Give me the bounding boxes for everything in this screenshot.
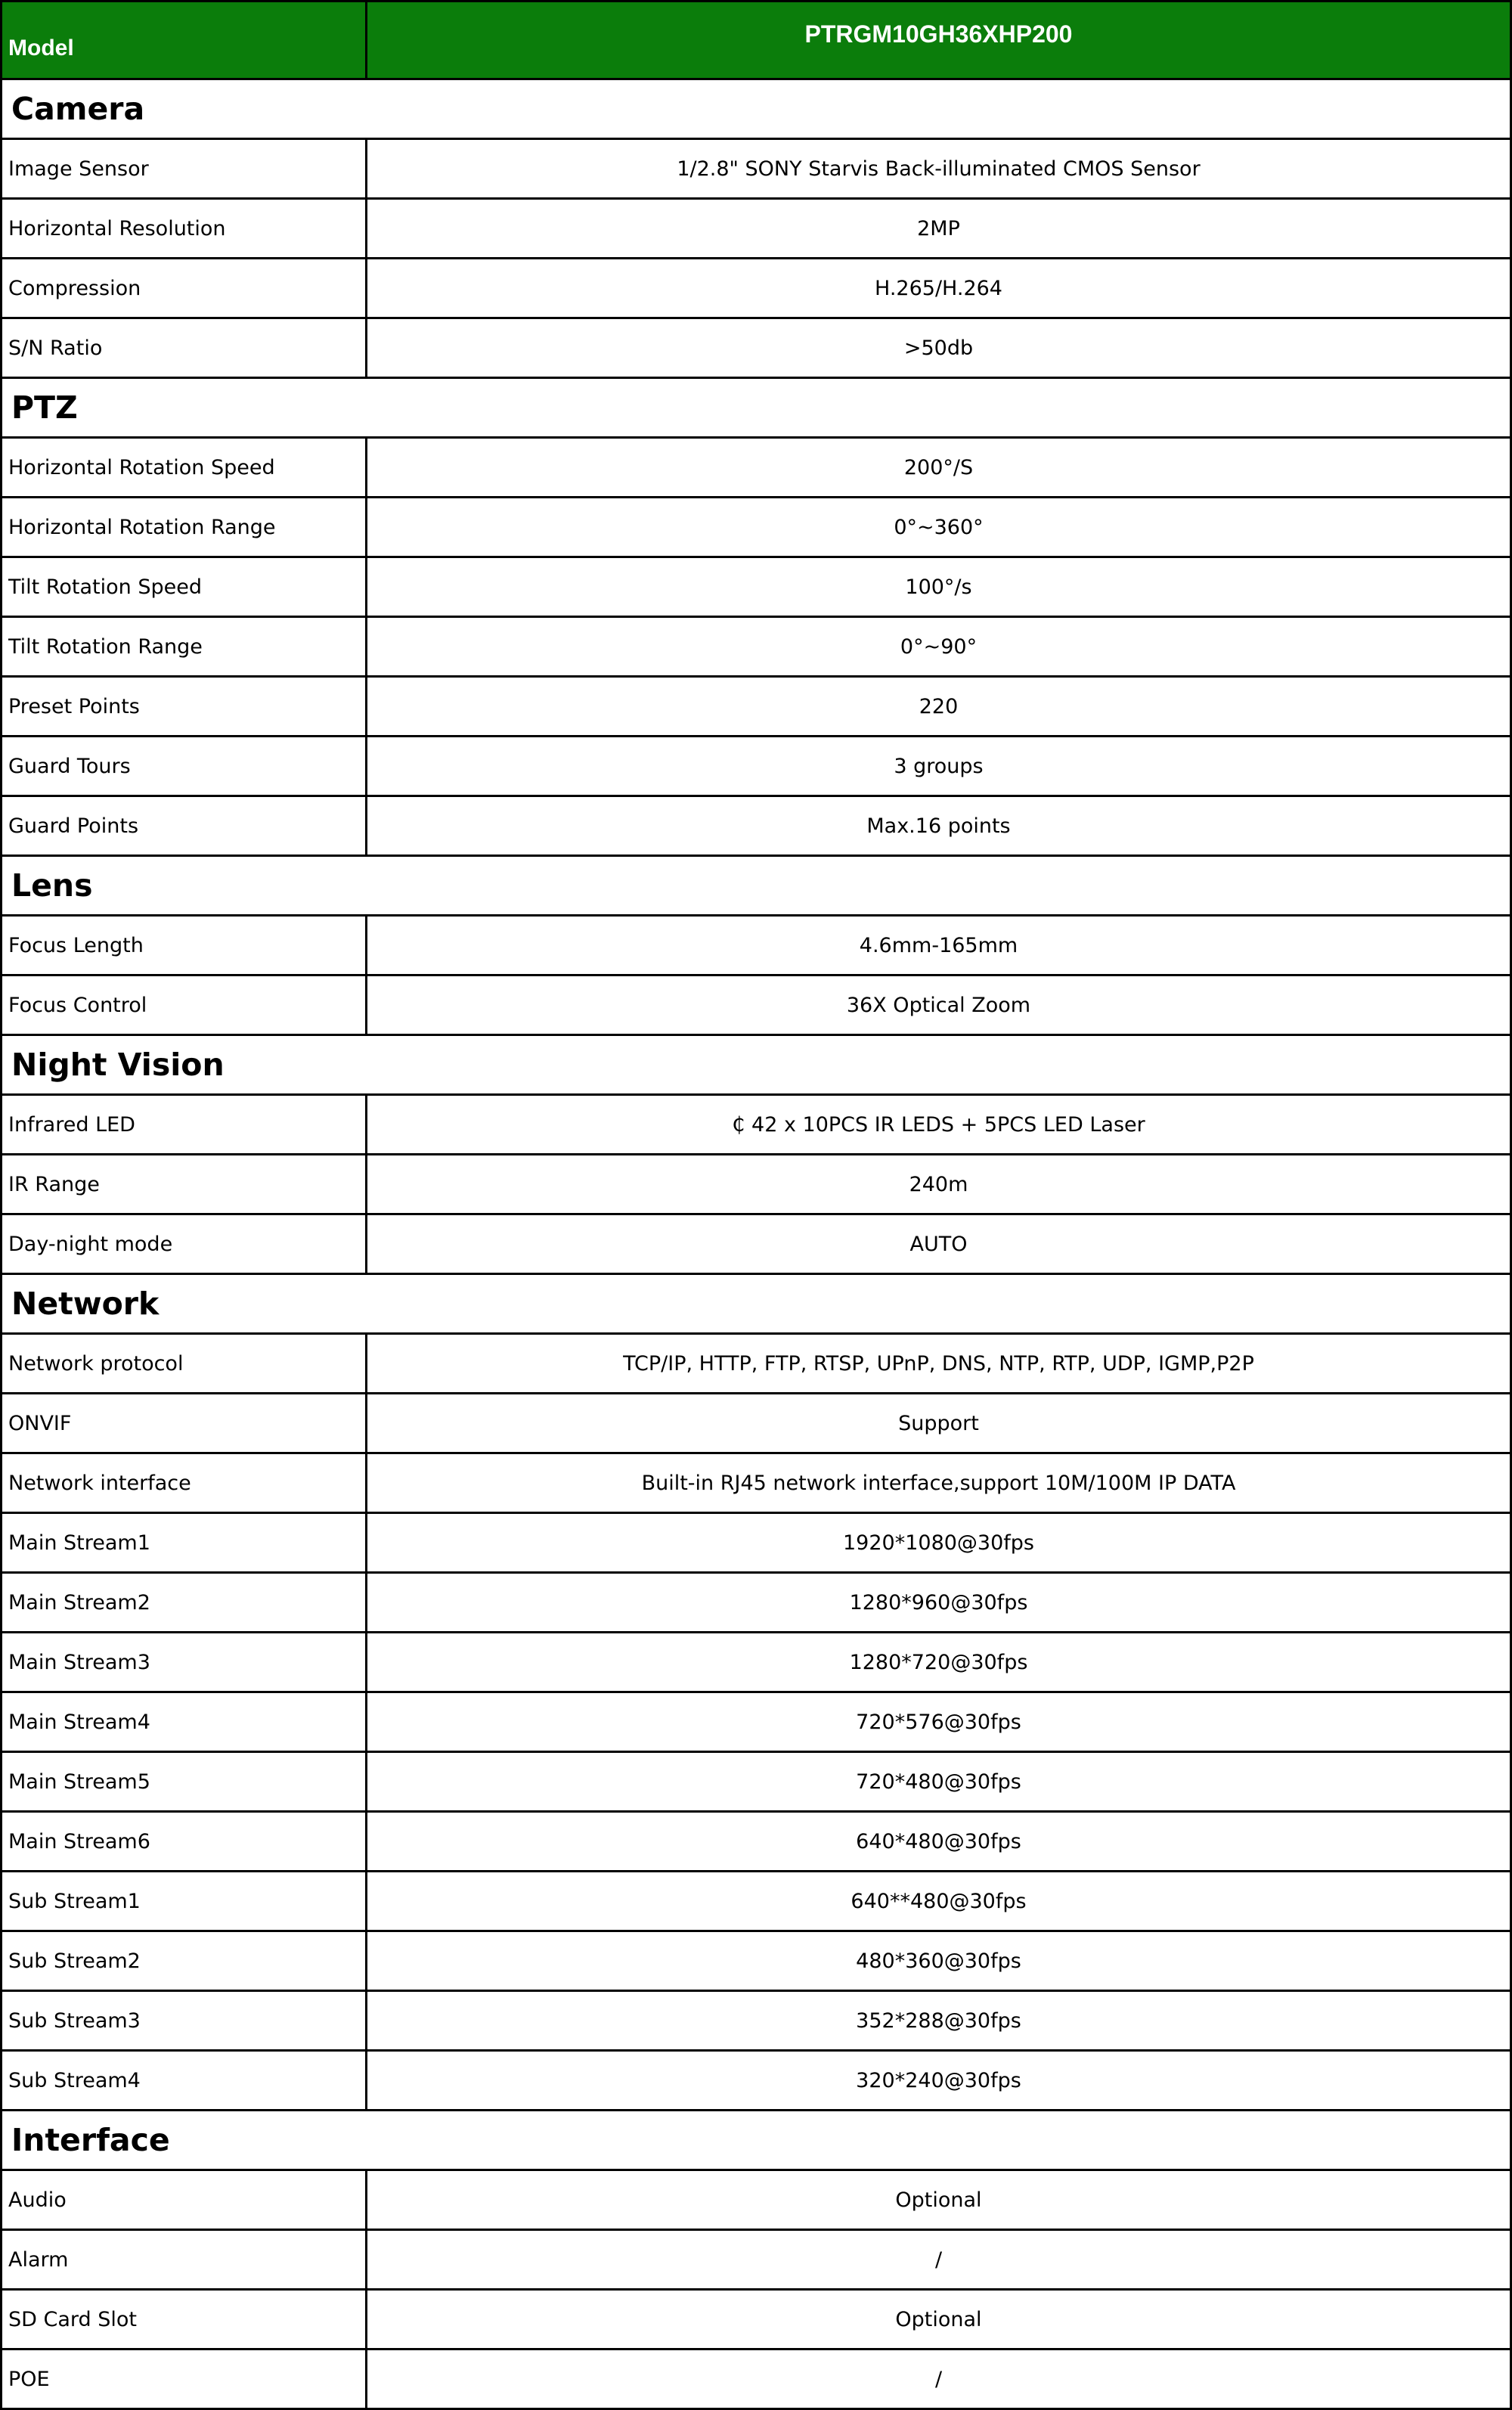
spec-value: 352*288@30fps bbox=[367, 1991, 1511, 2051]
spec-value: 720*576@30fps bbox=[367, 1692, 1511, 1752]
table-row bbox=[2, 975, 1511, 1035]
spec-value: >50db bbox=[367, 318, 1511, 378]
table-row bbox=[2, 1633, 1511, 1692]
table-row bbox=[2, 916, 1511, 975]
section-row bbox=[2, 1274, 1511, 1334]
table-row bbox=[2, 1453, 1511, 1513]
spec-label: Sub Stream2 bbox=[2, 1931, 367, 1991]
section-row bbox=[2, 79, 1511, 139]
table-row bbox=[2, 1513, 1511, 1573]
spec-label: Preset Points bbox=[2, 677, 367, 737]
spec-value: 4.6mm-165mm bbox=[367, 916, 1511, 975]
spec-label: Horizontal Rotation Speed bbox=[2, 438, 367, 498]
spec-value: 200°/S bbox=[367, 438, 1511, 498]
spec-table-body bbox=[2, 2, 1511, 2409]
section-title: Night Vision bbox=[2, 1035, 1511, 1095]
spec-value: Support bbox=[367, 1394, 1511, 1453]
spec-label: Sub Stream1 bbox=[2, 1872, 367, 1931]
table-row bbox=[2, 1155, 1511, 1214]
table-row bbox=[2, 199, 1511, 259]
table-row bbox=[2, 1991, 1511, 2051]
table-row bbox=[2, 557, 1511, 617]
spec-value: 220 bbox=[367, 677, 1511, 737]
spec-label: Horizontal Rotation Range bbox=[2, 498, 367, 557]
spec-value: 1280*720@30fps bbox=[367, 1633, 1511, 1692]
spec-value: 720*480@30fps bbox=[367, 1752, 1511, 1812]
section-title: Interface bbox=[2, 2111, 1511, 2170]
spec-label: Network protocol bbox=[2, 1334, 367, 1394]
spec-value: TCP/IP, HTTP, FTP, RTSP, UPnP, DNS, NTP, RTP, UDP, IGMP,P2P bbox=[367, 1334, 1511, 1394]
table-row bbox=[2, 1692, 1511, 1752]
spec-label: IR Range bbox=[2, 1155, 367, 1214]
table-row bbox=[2, 1334, 1511, 1394]
spec-label: Sub Stream3 bbox=[2, 1991, 367, 2051]
spec-value: 480*360@30fps bbox=[367, 1931, 1511, 1991]
spec-value: / bbox=[367, 2230, 1511, 2290]
table-row bbox=[2, 498, 1511, 557]
spec-value: 100°/s bbox=[367, 557, 1511, 617]
spec-label: ONVIF bbox=[2, 1394, 367, 1453]
table-row bbox=[2, 737, 1511, 796]
spec-label: Sub Stream4 bbox=[2, 2051, 367, 2111]
spec-value: 2MP bbox=[367, 199, 1511, 259]
spec-label: Focus Length bbox=[2, 916, 367, 975]
spec-label: Guard Points bbox=[2, 796, 367, 856]
spec-label: Alarm bbox=[2, 2230, 367, 2290]
spec-value: 640**480@30fps bbox=[367, 1872, 1511, 1931]
table-row bbox=[2, 1872, 1511, 1931]
spec-label: SD Card Slot bbox=[2, 2290, 367, 2350]
spec-value: 320*240@30fps bbox=[367, 2051, 1511, 2111]
spec-value: AUTO bbox=[367, 1214, 1511, 1274]
table-row bbox=[2, 2170, 1511, 2230]
spec-label: Main Stream6 bbox=[2, 1812, 367, 1872]
spec-value: 1280*960@30fps bbox=[367, 1573, 1511, 1633]
table-row bbox=[2, 318, 1511, 378]
spec-value: 1/2.8" SONY Starvis Back-illuminated CMOS Sensor bbox=[367, 139, 1511, 199]
spec-label: Day-night mode bbox=[2, 1214, 367, 1274]
spec-label: Horizontal Resolution bbox=[2, 199, 367, 259]
section-row bbox=[2, 1035, 1511, 1095]
spec-label: Main Stream5 bbox=[2, 1752, 367, 1812]
spec-value: Max.16 points bbox=[367, 796, 1511, 856]
section-title: Lens bbox=[2, 856, 1511, 916]
spec-value: 1920*1080@30fps bbox=[367, 1513, 1511, 1573]
spec-value: / bbox=[367, 2350, 1511, 2409]
spec-label: Image Sensor bbox=[2, 139, 367, 199]
spec-label: Network interface bbox=[2, 1453, 367, 1513]
model-value: PTRGM10GH36XHP200 bbox=[367, 2, 1511, 79]
table-row bbox=[2, 438, 1511, 498]
table-row bbox=[2, 1214, 1511, 1274]
model-row bbox=[2, 2, 1511, 79]
spec-value: Optional bbox=[367, 2290, 1511, 2350]
spec-value: 0°~90° bbox=[367, 617, 1511, 677]
table-row bbox=[2, 1095, 1511, 1155]
table-row bbox=[2, 139, 1511, 199]
spec-label: Main Stream4 bbox=[2, 1692, 367, 1752]
table-row bbox=[2, 617, 1511, 677]
spec-label: Tilt Rotation Range bbox=[2, 617, 367, 677]
spec-value: 0°~360° bbox=[367, 498, 1511, 557]
spec-value: Built-in RJ45 network interface,support 10M/100M IP DATA bbox=[367, 1453, 1511, 1513]
model-label: Model bbox=[2, 2, 367, 79]
table-row bbox=[2, 2051, 1511, 2111]
table-row bbox=[2, 2290, 1511, 2350]
spec-value: 240m bbox=[367, 1155, 1511, 1214]
section-title: Network bbox=[2, 1274, 1511, 1334]
spec-value: 640*480@30fps bbox=[367, 1812, 1511, 1872]
table-row bbox=[2, 677, 1511, 737]
spec-label: Main Stream1 bbox=[2, 1513, 367, 1573]
spec-label: Compression bbox=[2, 259, 367, 318]
spec-label: Guard Tours bbox=[2, 737, 367, 796]
spec-label: S/N Ratio bbox=[2, 318, 367, 378]
table-row bbox=[2, 1752, 1511, 1812]
table-row bbox=[2, 1573, 1511, 1633]
spec-value: 36X Optical Zoom bbox=[367, 975, 1511, 1035]
table-row bbox=[2, 1812, 1511, 1872]
spec-value: ₵ 42 x 10PCS IR LEDS + 5PCS LED Laser bbox=[367, 1095, 1511, 1155]
spec-label: Focus Control bbox=[2, 975, 367, 1035]
spec-label: Infrared LED bbox=[2, 1095, 367, 1155]
table-row bbox=[2, 259, 1511, 318]
section-title: Camera bbox=[2, 79, 1511, 139]
table-row bbox=[2, 2230, 1511, 2290]
table-row bbox=[2, 1394, 1511, 1453]
section-row bbox=[2, 2111, 1511, 2170]
section-title: PTZ bbox=[2, 378, 1511, 438]
spec-label: POE bbox=[2, 2350, 367, 2409]
table-row bbox=[2, 1931, 1511, 1991]
spec-value: H.265/H.264 bbox=[367, 259, 1511, 318]
spec-label: Main Stream3 bbox=[2, 1633, 367, 1692]
table-row bbox=[2, 796, 1511, 856]
spec-label: Tilt Rotation Speed bbox=[2, 557, 367, 617]
spec-value: Optional bbox=[367, 2170, 1511, 2230]
spec-label: Main Stream2 bbox=[2, 1573, 367, 1633]
spec-value: 3 groups bbox=[367, 737, 1511, 796]
section-row bbox=[2, 378, 1511, 438]
table-row bbox=[2, 2350, 1511, 2409]
spec-label: Audio bbox=[2, 2170, 367, 2230]
section-row bbox=[2, 856, 1511, 916]
